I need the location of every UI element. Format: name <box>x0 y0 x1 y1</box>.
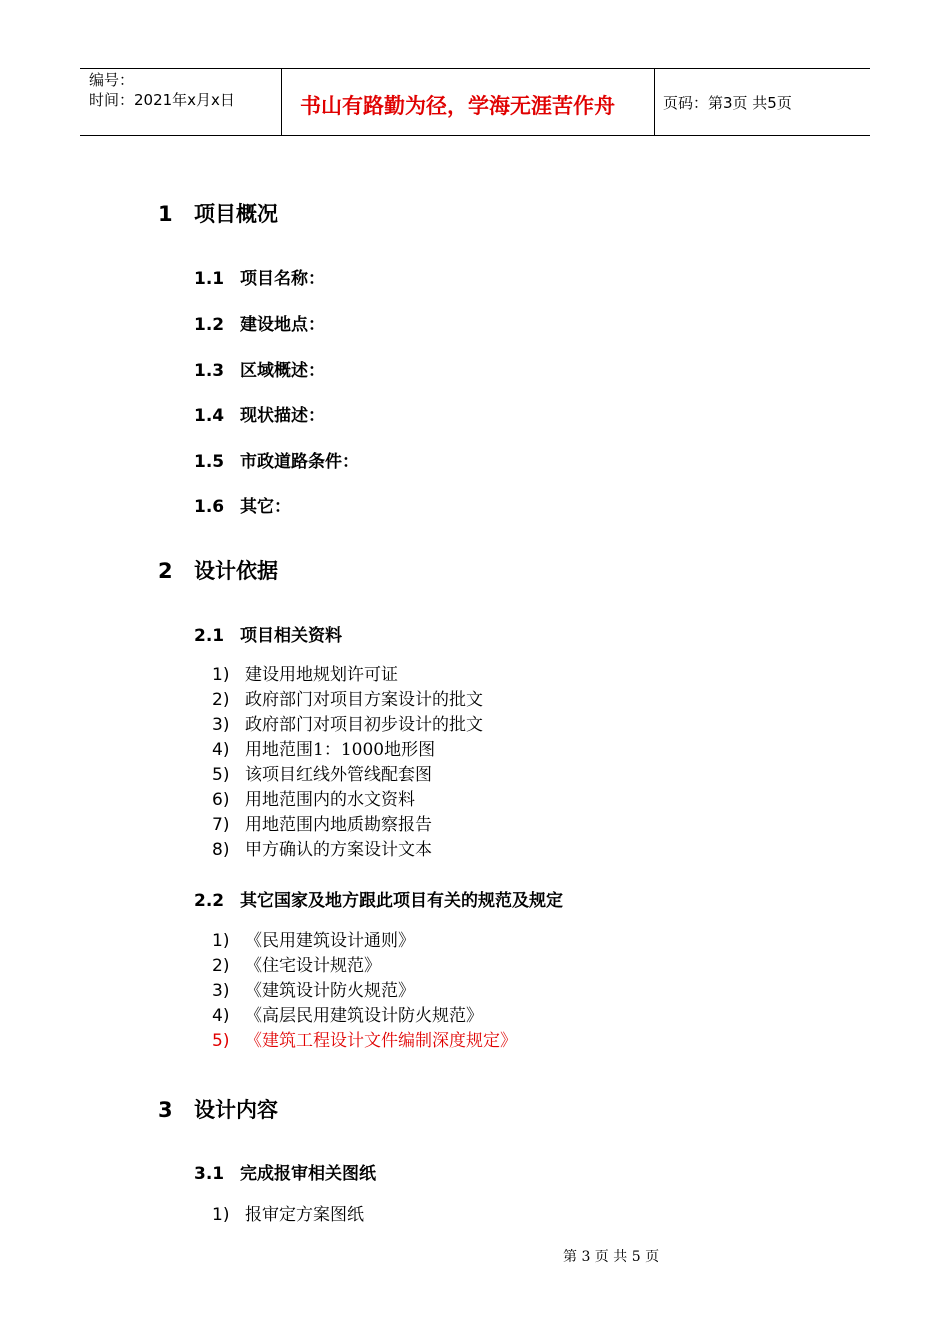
list-item <box>212 738 483 763</box>
list-item-text: 用地范围内的水文资料 <box>245 790 415 810</box>
subsection-3-1 <box>194 1159 376 1184</box>
list-item-text: 用地范围内地质勘察报告 <box>245 815 432 835</box>
list-item-text: 政府部门对项目初步设计的批文 <box>245 715 483 735</box>
subsection-2-1 <box>194 621 342 646</box>
list-item-text: 报审定方案图纸 <box>245 1205 364 1225</box>
list-item <box>212 763 483 788</box>
subsection-number: 2.2 <box>194 891 225 911</box>
subsection-number: 1.3 <box>194 361 225 381</box>
list-item <box>212 788 483 813</box>
subsection-title: 项目名称： <box>240 269 325 289</box>
subsection-number: 1.5 <box>194 452 225 472</box>
list-item-text: 《高层民用建筑设计防火规范》 <box>245 1006 483 1026</box>
section-1-heading <box>158 198 278 228</box>
header-bottom-border <box>80 135 870 136</box>
list-item <box>212 813 483 838</box>
subsection-1-4 <box>194 401 325 426</box>
list-item <box>212 954 517 979</box>
list-item-number: 1) <box>212 931 230 951</box>
list-item-text: 甲方确认的方案设计文本 <box>245 840 432 860</box>
list-item-number: 4) <box>212 1006 230 1026</box>
list-item-text: 《建筑设计防火规范》 <box>245 981 415 1001</box>
materials-list <box>212 663 483 863</box>
header-top-border <box>80 68 870 69</box>
subsection-number: 2.1 <box>194 626 225 646</box>
header-divider-right <box>654 68 655 136</box>
subsection-title: 项目相关资料 <box>240 626 342 646</box>
header-divider-left <box>281 68 282 136</box>
list-item-number: 1) <box>212 1205 230 1225</box>
subsection-1-6 <box>194 492 291 517</box>
list-item-number: 8) <box>212 840 230 860</box>
list-item-text: 该项目红线外管线配套图 <box>245 765 432 785</box>
header-motto: 书山有路勤为径，学海无涯苦作舟 <box>300 94 615 118</box>
list-item-number: 4) <box>212 740 230 760</box>
section-title: 项目概况 <box>194 202 278 226</box>
subsection-1-2 <box>194 310 325 335</box>
list-item <box>212 1203 364 1228</box>
subsection-number: 3.1 <box>194 1164 225 1184</box>
subsection-title: 完成报审相关图纸 <box>240 1164 376 1184</box>
list-item-number: 3) <box>212 715 230 735</box>
subsection-number: 1.2 <box>194 315 225 335</box>
subsection-title: 区域概述： <box>240 361 325 381</box>
list-item <box>212 663 483 688</box>
regulations-list <box>212 929 517 1054</box>
subsection-title: 其它国家及地方跟此项目有关的规范及规定 <box>240 891 563 911</box>
footer-page-number: 第 3 页 共 5 页 <box>563 1249 660 1265</box>
list-item-number: 2) <box>212 690 230 710</box>
section-title: 设计依据 <box>194 559 278 583</box>
list-item-text: 《建筑工程设计文件编制深度规定》 <box>245 1031 517 1051</box>
subsection-title: 现状描述： <box>240 406 325 426</box>
list-item-text: 政府部门对项目方案设计的批文 <box>245 690 483 710</box>
list-item <box>212 838 483 863</box>
list-item <box>212 1004 517 1029</box>
list-item-text: 建设用地规划许可证 <box>245 665 398 685</box>
subsection-title: 市政道路条件： <box>240 452 359 472</box>
subsection-number: 1.4 <box>194 406 225 426</box>
subsection-title: 建设地点： <box>240 315 325 335</box>
list-item-number: 1) <box>212 665 230 685</box>
subsection-title: 其它： <box>240 497 291 517</box>
header-page-number: 页码：第3页 共5页 <box>663 94 792 112</box>
list-item <box>212 713 483 738</box>
list-item <box>212 929 517 954</box>
subsection-1-1 <box>194 264 325 289</box>
section-number: 3 <box>158 1098 173 1122</box>
list-item-number: 7) <box>212 815 230 835</box>
drawings-list <box>212 1203 364 1228</box>
list-item-number: 6) <box>212 790 230 810</box>
subsection-1-5 <box>194 447 359 472</box>
list-item-number: 3) <box>212 981 230 1001</box>
subsection-1-3 <box>194 356 325 381</box>
list-item-text: 用地范围1：1000地形图 <box>245 740 436 760</box>
list-item <box>212 688 483 713</box>
subsection-number: 1.6 <box>194 497 225 517</box>
list-item-number: 5) <box>212 765 230 785</box>
list-item-number: 5) <box>212 1031 230 1051</box>
list-item-text: 《住宅设计规范》 <box>245 956 381 976</box>
section-number: 1 <box>158 202 173 226</box>
section-2-heading <box>158 555 278 585</box>
list-item <box>212 979 517 1004</box>
subsection-number: 1.1 <box>194 269 225 289</box>
list-item-text: 《民用建筑设计通则》 <box>245 931 415 951</box>
header-date: 时间：2021年x月x日 <box>89 91 235 109</box>
list-item-number: 2) <box>212 956 230 976</box>
header-code-label: 编号： <box>89 71 135 89</box>
section-number: 2 <box>158 559 173 583</box>
subsection-2-2 <box>194 886 563 911</box>
list-item-highlighted <box>212 1029 517 1054</box>
section-3-heading <box>158 1094 278 1124</box>
section-title: 设计内容 <box>194 1098 278 1122</box>
